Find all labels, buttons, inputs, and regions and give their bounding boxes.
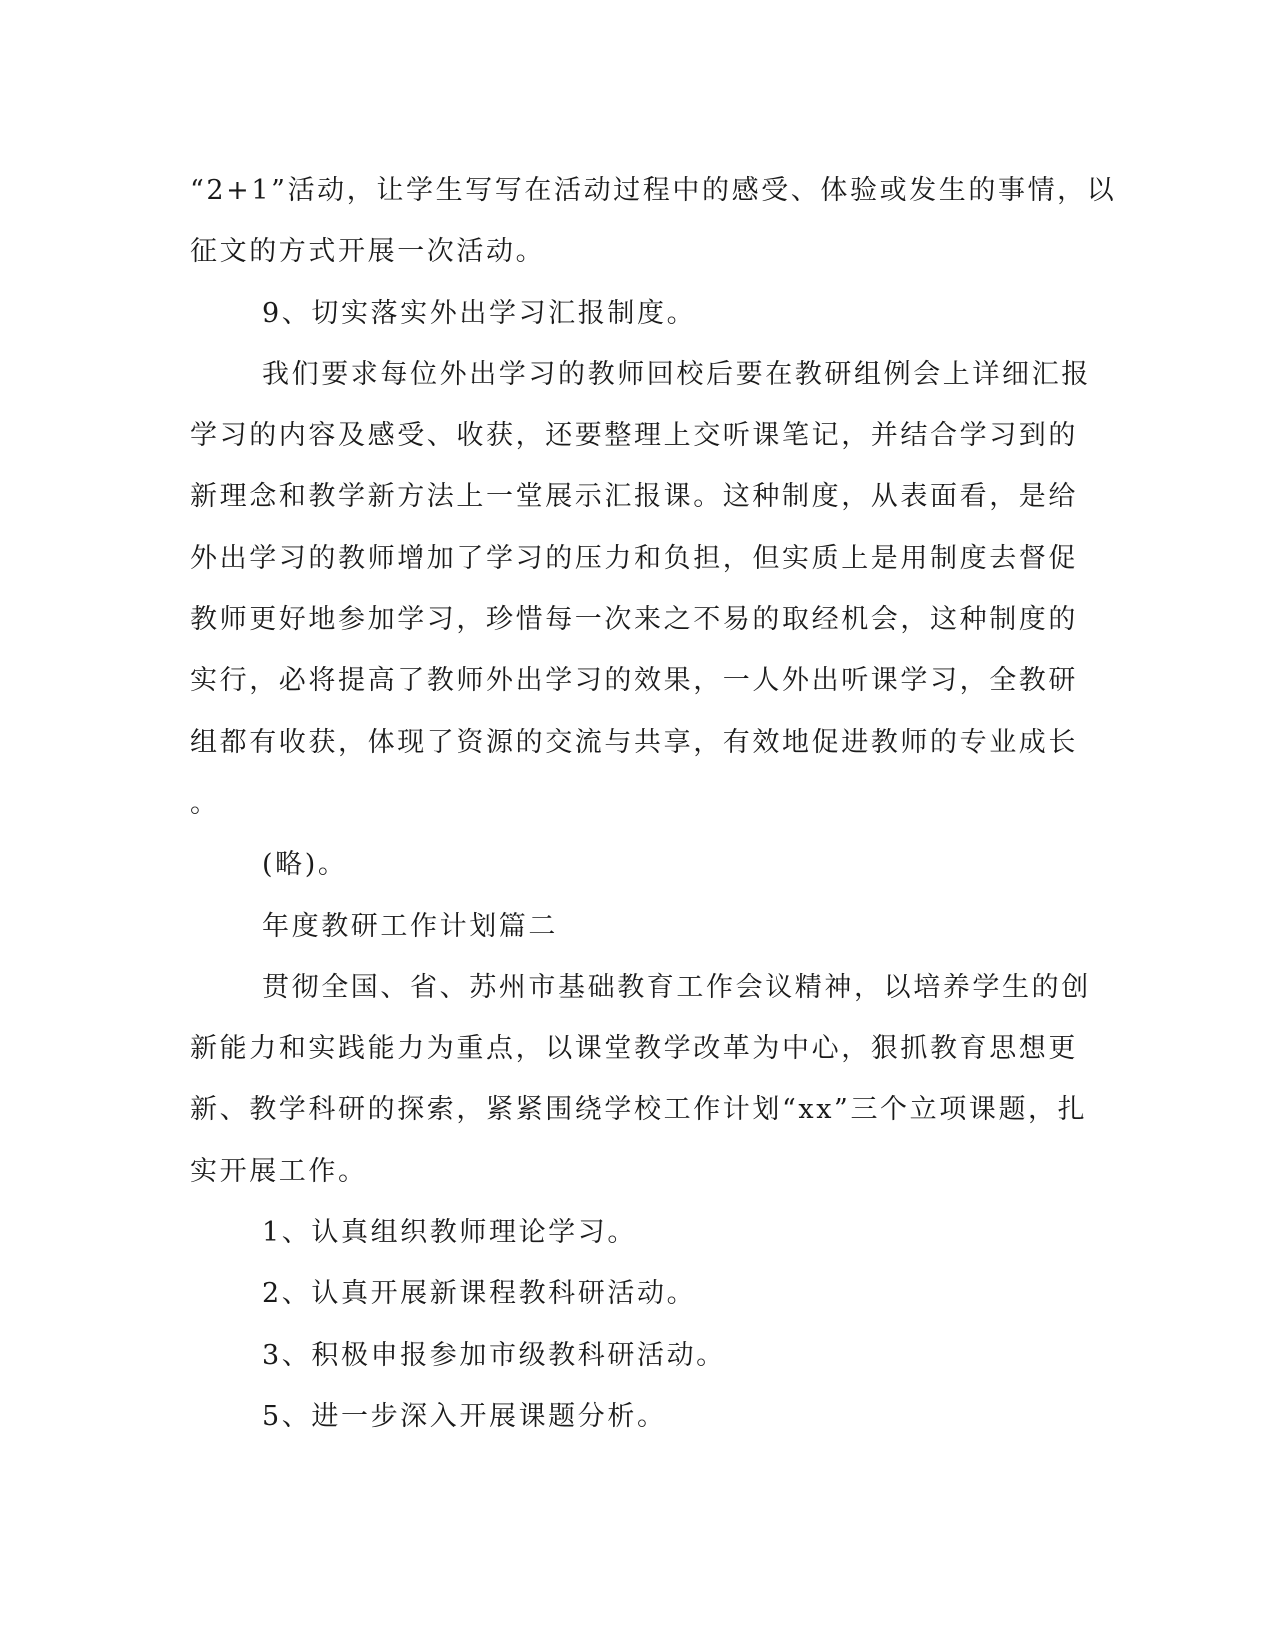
text-line: 新、教学科研的探索，紧紧围绕学校工作计划“xx”三个立项课题，扎 (190, 1094, 1088, 1126)
document-body (190, 160, 1117, 1447)
text-line: 3、积极申报参加市级教科研活动。 (262, 1339, 726, 1371)
text-line: 9、切实落实外出学习汇报制度。 (262, 297, 697, 329)
text-line: (略)。 (262, 849, 348, 881)
text-line: 2、认真开展新课程教科研活动。 (262, 1278, 697, 1310)
text-line: 实开展工作。 (190, 1155, 368, 1187)
text-line: 组都有收获，体现了资源的交流与共享，有效地促进教师的专业成长 (190, 726, 1078, 758)
text-line: 1、认真组织教师理论学习。 (262, 1217, 637, 1249)
text-line: “2+1”活动，让学生写写在活动过程中的感受、体验或发生的事情，以 (190, 175, 1117, 206)
text-line: 学习的内容及感受、收获，还要整理上交听课笔记，并结合学习到的 (190, 420, 1078, 452)
text-line: 新理念和教学新方法上一堂展示汇报课。这种制度，从表面看，是给 (190, 481, 1078, 513)
text-line: 教师更好地参加学习，珍惜每一次来之不易的取经机会，这种制度的 (190, 604, 1078, 636)
text-line: 外出学习的教师增加了学习的压力和负担，但实质上是用制度去督促 (190, 542, 1078, 574)
text-line: 新能力和实践能力为重点，以课堂教学改革为中心，狠抓教育思想更 (190, 1033, 1078, 1065)
text-line: 实行，必将提高了教师外出学习的效果，一人外出听课学习，全教研 (190, 665, 1078, 697)
text-line: 贯彻全国、省、苏州市基础教育工作会议精神，以培养学生的创 (262, 971, 1091, 1003)
text-line: 。 (190, 787, 220, 819)
text-line: 我们要求每位外出学习的教师回校后要在教研组例会上详细汇报 (262, 358, 1091, 390)
text-line: 征文的方式开展一次活动。 (190, 236, 546, 268)
text-line: 5、进一步深入开展课题分析。 (262, 1400, 667, 1432)
text-line: 年度教研工作计划篇二 (262, 910, 558, 942)
